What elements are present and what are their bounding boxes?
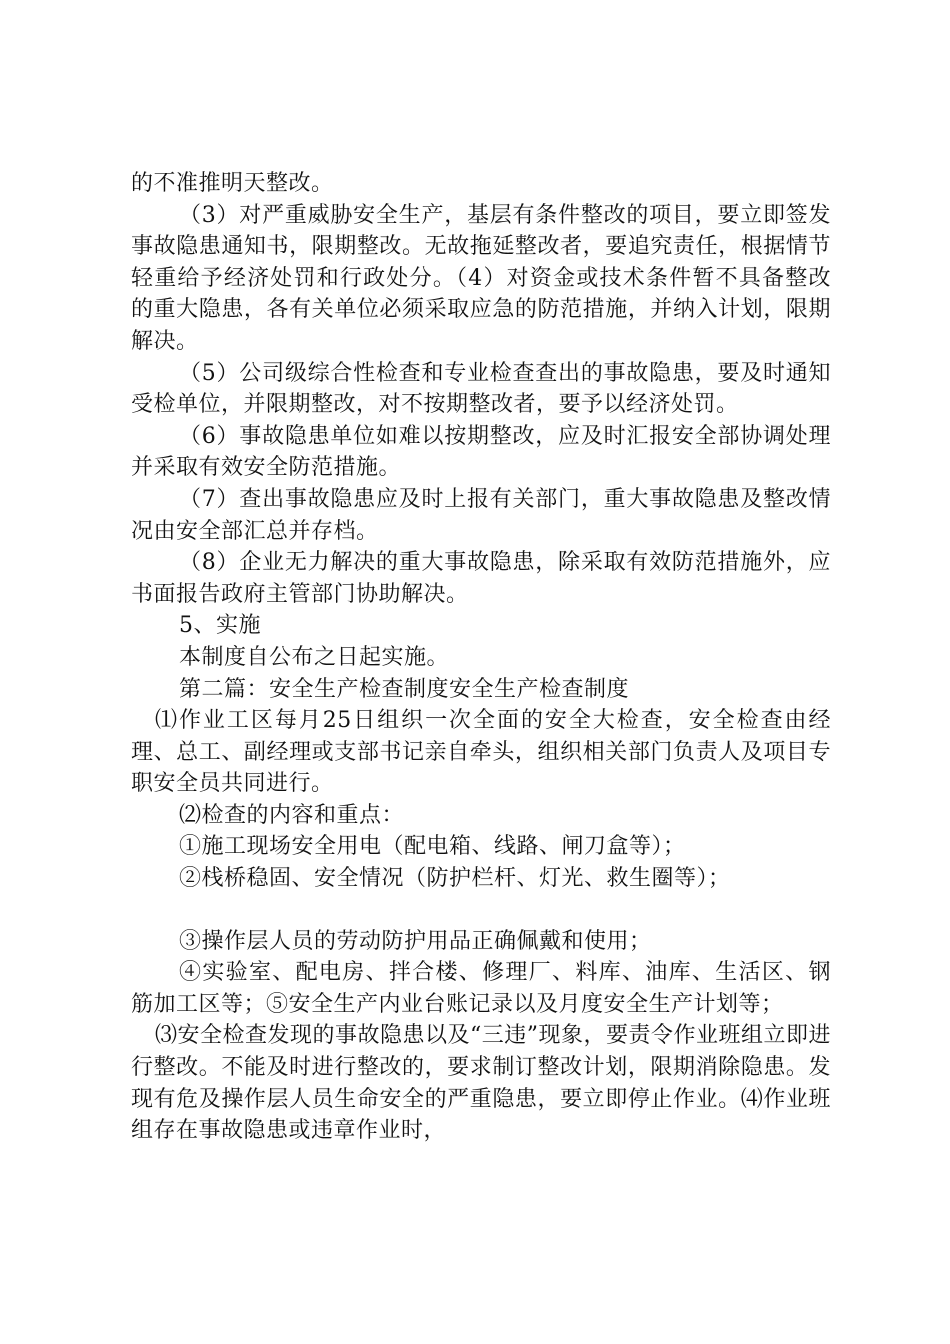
list-item-2: ②栈桥稳固、安全情况（防护栏杆、灯光、救生圈等）；	[179, 866, 731, 892]
paragraph-effective-date: 本制度自公布之日起实施。	[179, 644, 450, 670]
blank-gap	[131, 895, 831, 926]
paragraph-item-7: （7）查出事故隐患应及时上报有关部门，重大事故隐患及整改情况由安全部汇总并存档。	[131, 486, 831, 544]
paragraph-continuation: 的不准推明天整改。	[131, 171, 334, 196]
chapter-heading: 第二篇：安全生产检查制度安全生产检查制度	[179, 676, 630, 702]
paragraph-inspection-3-4: ⑶安全检查发现的事故隐患以及“三违”现象，要责令作业班组立即进行整改。不能及时进行整改的，要求制订整改计划，限期消除隐患。发现有危及操作层人员生命安全的严重隐患，要立即停止作业。⑷作业班组存在事故隐患或违章作业时，	[131, 1023, 831, 1144]
paragraph-item-5: （5）公司级综合性检查和专业检查查出的事故隐患，要及时通知受检单位，并限期整改，对不按期整改者，要予以经济处罚。	[131, 360, 831, 418]
list-item-3: ③操作层人员的劳动防护用品正确佩戴和使用；	[179, 928, 652, 954]
list-item-4-5: ④实验室、配电房、拌合楼、修理厂、料库、油库、生活区、钢筋加工区等；⑤安全生产内业台账记录以及月度安全生产计划等；	[131, 960, 831, 1017]
document-body	[131, 168, 831, 1147]
paragraph-inspection-2: ⑵检查的内容和重点：	[179, 802, 405, 828]
paragraph-item-6: （6）事故隐患单位如难以按期整改，应及时汇报安全部协调处理并采取有效安全防范措施。	[131, 423, 831, 481]
section-heading-implementation: 5、实施	[179, 613, 261, 639]
paragraph-item-8: （8）企业无力解决的重大事故隐患，除采取有效防范措施外，应书面报告政府主管部门协助解决。	[131, 550, 831, 607]
paragraph-item-3-4: （3）对严重威胁安全生产，基层有条件整改的项目，要立即签发事故隐患通知书，限期整改。无故拖延整改者，要追究责任，根据情节轻重给予经济处罚和行政处分。（4）对资金或技术条件暂不具备整改的重大隐患，各有关单位必须采取应急的防范措施，并纳入计划，限期解决。	[131, 202, 831, 354]
list-item-1: ①施工现场安全用电（配电箱、线路、闸刀盒等）；	[179, 834, 686, 860]
paragraph-inspection-1: ⑴作业工区每月25日组织一次全面的安全大检查，安全检查由经理、总工、副经理或支部书记亲自牵头，组织相关部门负责人及项目专职安全员共同进行。	[131, 708, 831, 797]
